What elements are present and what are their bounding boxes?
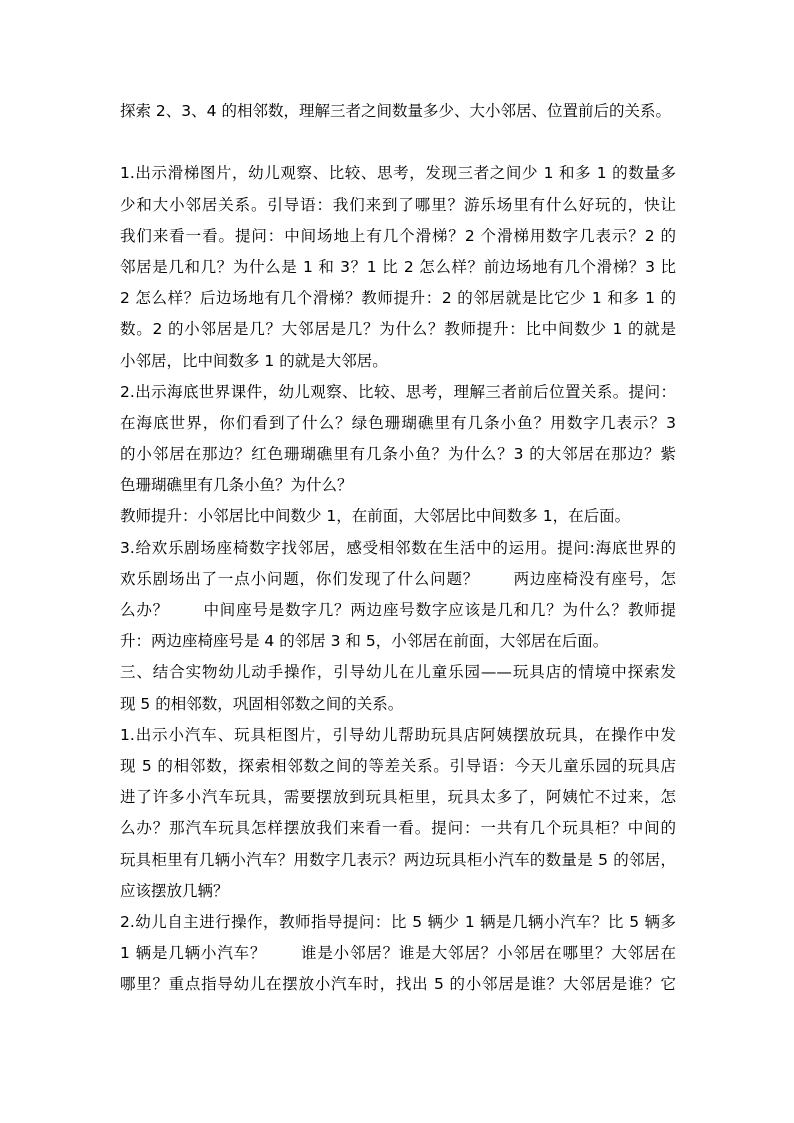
- text-line: 2.幼儿自主进行操作，教师指导提问：比 5 辆少 1 辆是几辆小汽车？比 5 辆多: [120, 912, 676, 931]
- text-line: 现 5 的相邻数，探索相邻数之间的等差关系。引导语：今天儿童乐园的玩具店: [120, 756, 676, 775]
- text-line: 1.出示滑梯图片，幼儿观察、比较、思考，发现三者之间少 1 和多 1 的数量多: [120, 164, 676, 183]
- text-line: 3.给欢乐剧场座椅数字找邻居，感受相邻数在生活中的运用。提问:海底世界的: [120, 538, 676, 557]
- text-line: 我们来看一看。提问：中间场地上有几个滑梯？2 个滑梯用数字几表示？2 的: [120, 226, 676, 245]
- text-line: 色珊瑚礁里有几条小鱼？为什么？: [120, 476, 353, 495]
- text-line: 数。2 的小邻居是几？大邻居是几？为什么？教师提升：比中间数少 1 的就是: [120, 320, 676, 339]
- text-line: 教师提升：小邻居比中间数少 1，在前面，大邻居比中间数多 1，在后面。: [120, 507, 631, 526]
- blank-line: [120, 127, 676, 158]
- toy-car-paragraph: [120, 720, 676, 907]
- intro-paragraph: [120, 96, 676, 127]
- text-line: 邻居是几和几？为什么是 1 和 3？1 比 2 怎么样？前边场地有几个滑梯？3 比: [120, 257, 676, 276]
- text-line: 现 5 的相邻数，巩固相邻数之间的关系。: [120, 694, 404, 713]
- text-line: 哪里？重点指导幼儿在摆放小汽车时，找出 5 的小邻居是谁？大邻居是谁？它: [120, 975, 676, 994]
- text-line: 升：两边座椅座号是 4 的邻居 3 和 5，小邻居在前面，大邻居在后面。: [120, 632, 609, 651]
- text-line: 探索 2、3、4 的相邻数，理解三者之间数量多少、大小邻居、位置前后的关系。: [120, 102, 671, 120]
- text-line: 么办？ 中间座号是数字几？两边座号数字应该是几和几？为什么？教师提: [120, 601, 676, 619]
- self-operation-paragraph: [120, 907, 676, 1001]
- text-line: 三、结合实物幼儿动手操作，引导幼儿在儿童乐园——玩具店的情境中探索发: [120, 663, 676, 682]
- slide-activity-paragraph: [120, 158, 676, 376]
- text-line: 少和大小邻居关系。引导语：我们来到了哪里？游乐场里有什么好玩的，快让: [120, 195, 676, 214]
- sea-world-paragraph: [120, 377, 676, 502]
- text-line: 应该摆放几辆？: [120, 881, 229, 900]
- text-line: 在海底世界，你们看到了什么？绿色珊瑚礁里有几条小鱼？用数字几表示？3: [120, 413, 676, 432]
- document-body: [120, 96, 676, 1000]
- theater-seats-paragraph: [120, 533, 676, 658]
- text-line: 的小邻居在那边？红色珊瑚礁里有几条小鱼？为什么？3 的大邻居在那边？紫: [120, 445, 676, 464]
- text-line: 欢乐剧场出了一点小问题，你们发现了什么问题？ 两边座椅没有座号，怎: [120, 569, 676, 588]
- text-line: 么办？那汽车玩具怎样摆放我们来看一看。提问：一共有几个玩具柜？中间的: [120, 819, 676, 838]
- text-line: 进了许多小汽车玩具，需要摆放到玩具柜里，玩具太多了，阿姨忙不过来，怎: [120, 788, 676, 807]
- text-line: 玩具柜里有几辆小汽车？用数字几表示？两边玩具柜小汽车的数量是 5 的邻居，: [120, 850, 676, 869]
- text-line: 小邻居，比中间数多 1 的就是大邻居。: [120, 351, 388, 370]
- text-line: 2 怎么样？后边场地有几个滑梯？教师提升：2 的邻居就是比它少 1 和多 1 的: [120, 289, 676, 308]
- section-three-heading: [120, 657, 676, 719]
- teacher-summary-paragraph: [120, 501, 676, 532]
- text-line: 1.出示小汽车、玩具柜图片，引导幼儿帮助玩具店阿姨摆放玩具，在操作中发: [120, 725, 676, 744]
- text-line: 2.出示海底世界课件，幼儿观察、比较、思考，理解三者前后位置关系。提问：: [120, 382, 676, 401]
- text-line: 1 辆是几辆小汽车？ 谁是小邻居？谁是大邻居？小邻居在哪里？大邻居在: [120, 944, 676, 963]
